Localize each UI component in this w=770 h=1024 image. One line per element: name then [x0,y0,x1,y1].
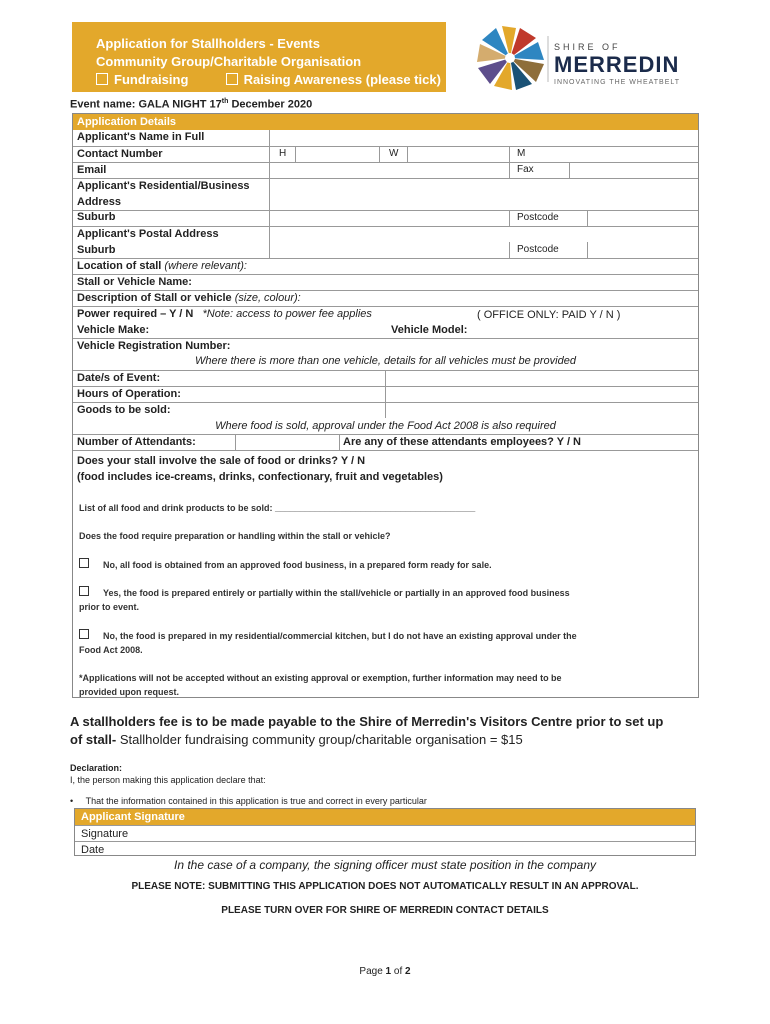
header-options [96,72,441,87]
option1-checkbox[interactable] [79,558,89,568]
prep-question: Does the food require preparation or handling within the stall or vehicle? [79,531,391,541]
postal-suburb-field[interactable] [270,242,508,258]
email-row: Email Fax [73,162,698,179]
turn-over-note: PLEASE TURN OVER FOR SHIRE OF MERREDIN CONTACT DETAILS [221,905,549,916]
application-form [72,113,699,698]
food-list-line[interactable]: List of all food and drink products to be sold: ________________________________________ [79,503,476,513]
registration-row: Vehicle Registration Number: Where there is more than one vehicle, details for all vehicles must be provided [73,338,698,371]
registration-field[interactable] [263,338,698,354]
goods-field[interactable] [193,402,698,418]
signature-box [74,808,696,856]
declaration: Declaration: I, the person making this application declare that: [70,763,266,785]
title-line1: Application for Stallholders - Events [96,36,320,51]
stall-name-row[interactable]: Stall or Vehicle Name: [73,274,698,291]
food-question: Does your stall involve the sale of food or drinks? Y / N [77,455,366,467]
page-number: Page 1 of 2 [359,966,411,977]
awareness-checkbox[interactable] [226,73,238,85]
approval-warning: *Applications will not be accepted without an existing approval or exemption, further information may need to be provided upon request. [79,673,562,697]
vehicle-model-field[interactable] [483,322,698,338]
attendants-field[interactable] [236,434,338,450]
phone-mobile-field[interactable] [533,146,698,162]
form-header [72,22,446,92]
address-field[interactable] [270,178,698,210]
approval-note: PLEASE NOTE: SUBMITTING THIS APPLICATION DOES NOT AUTOMATICALLY RESULT IN AN APPROVAL. [131,881,639,892]
vehicle-make-field[interactable] [173,322,383,338]
goods-row: Goods to be sold: Where food is sold, approval under the Food Act 2008 is also required [73,402,698,435]
postal-address-field[interactable] [270,226,698,242]
awareness-label: Raising Awareness (please tick) [243,72,441,87]
shire-logo [458,24,698,92]
logo-name: MERREDIN [554,52,680,77]
option3-checkbox[interactable] [79,629,89,639]
application-details-heading: Application Details [73,114,698,130]
postal-row: Applicant's Postal Address Suburb Postcode [73,226,698,259]
fundraising-label: Fundraising [114,72,189,87]
logo-tagline: INNOVATING THE WHEATBELT [554,79,681,86]
fee-statement: A stallholders fee is to be made payable to the Shire of Merredin's Visitors Centre prior to set up of stall- Stallholder fundraising community group/charitable organisation = $15 [70,714,664,747]
hours-row: Hours of Operation: [73,386,698,403]
fundraising-checkbox[interactable] [96,73,108,85]
name-field[interactable] [270,130,698,146]
company-note: In the case of a company, the signing officer must state position in the company [173,858,596,872]
event-name: Event name: GALA NIGHT 17th December 2020 [70,98,313,111]
logo-shire-of: SHIRE OF [554,42,621,52]
address-row: Applicant's Residential/Business Address [73,178,698,211]
signature-heading: Applicant Signature [75,809,695,825]
dates-row: Date/s of Event: [73,370,698,387]
suburb-field[interactable] [270,210,508,226]
attendants-row: Number of Attendants: Are any of these attendants employees? Y / N [73,434,698,451]
power-vehicle-row: Power required – Y / N *Note: access to power fee applies ( OFFICE ONLY: PAID Y / N ) Vehicle Make: Vehicle Model: [73,306,698,339]
email-field[interactable] [270,162,508,178]
fax-field[interactable] [570,162,698,178]
name-row: Applicant's Name in Full [73,130,698,147]
option-prepared-in-stall[interactable]: Yes, the food is prepared entirely or partially within the stall/vehicle or partially in an approved food business prior to event. [79,588,570,612]
option2-checkbox[interactable] [79,586,89,596]
description-row[interactable]: Description of Stall or vehicle (size, colour): [73,290,698,307]
suburb-row: Suburb Postcode [73,210,698,227]
title-line2: Community Group/Charitable Organisation [96,54,362,69]
option-home-kitchen[interactable]: No, the food is prepared in my residential/commercial kitchen, but I do not have an existing approval under the Food Act 2008. [79,631,577,655]
contact-row: Contact Number H W M [73,146,698,163]
postcode-field[interactable] [588,210,698,226]
phone-work-field[interactable] [408,146,508,162]
dates-field[interactable] [193,370,698,386]
hours-field[interactable] [193,386,698,402]
signature-field[interactable]: Signature [75,825,695,842]
postal-postcode-field[interactable] [588,242,698,258]
option-approved-business[interactable]: No, all food is obtained from an approved food business, in a prepared form ready for sale. [79,558,492,572]
location-row[interactable]: Location of stall (where relevant): [73,258,698,275]
phone-home-field[interactable] [296,146,378,162]
date-field[interactable]: Date [75,841,695,858]
food-definition: (food includes ice-creams, drinks, confectionary, fruit and vegetables) [77,471,443,483]
declaration-bullet: • That the information contained in this application is true and correct in every particular [70,796,427,806]
